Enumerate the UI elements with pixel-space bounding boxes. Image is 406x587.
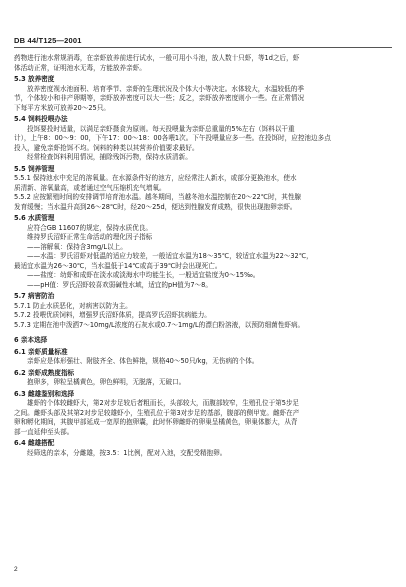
text-line: 5.7.3 定期在池中泼洒7～10mg/L浓度的石灰水或0.7～1mg/L的漂白粉溶液，以预防细菌性虾病。 — [14, 320, 305, 329]
section-heading: 6.4 雌雄搭配 — [14, 439, 55, 447]
text-line: 体活动正常，证明池水无毒，方能放养亲虾。 — [14, 63, 146, 72]
section-heading: 6 亲本选择 — [14, 336, 48, 344]
text-line: 投入，避免亲虾抢饵不均。饲料的种类以其营养价值要求最好。 — [14, 143, 199, 152]
text-line: 药物进行池水常规消毒，在亲虾放养前进行试水，一般可用小斗池，放人数十只虾，等1d之后，虾 — [14, 54, 300, 62]
text-line: ——溶解氧：保持含3mg/L以上。 — [27, 242, 127, 251]
text-line: ——pH值：罗氏沼虾较喜欢弱碱性水域，适宜的pH值为7～8。 — [27, 280, 212, 289]
section-heading: 5.3 放养密度 — [14, 75, 55, 83]
section-heading: 5.7 病害防治 — [14, 292, 55, 300]
text-line: 经筛选的亲本，分雌雄，按3.5：1比例，配对入池，交配受精抱卵。 — [27, 448, 227, 457]
document-body — [14, 54, 390, 458]
text-line: 下每平方米放可放养20～25只。 — [14, 103, 110, 112]
text-line: 放养密度视水池面积、培育季节、亲虾的生理状况及个体大小等决定。水体较大，水温较低的季 — [27, 84, 304, 93]
header-rule — [14, 47, 392, 48]
section-heading: 5.4 饲料投喂办法 — [14, 115, 68, 123]
section-heading: 5.6 水质管理 — [14, 214, 55, 222]
text-line: 抱卵多，卵粒呈橘黄色，卵色鲜明，无脱落，无破口。 — [27, 378, 186, 386]
section-heading: 5.5 饲养管理 — [14, 164, 55, 173]
text-line: 5.7.2 投喂优质饲料，增强罗氏沼虾体质，提高罗氏沼虾抗病能力。 — [14, 311, 211, 319]
text-line: 发育缓慢；当水温升高到26～28℃时，经20～25d，便达到性腺发育成熟，很快出现抱卵亲虾。 — [14, 202, 297, 211]
text-line: 部一直延伸至头部。 — [14, 427, 74, 436]
text-line: 最适宜水温为26～30℃，当水温低于14℃或高于39℃时会出现死亡。 — [14, 261, 222, 270]
text-line: 经常检查饵料利用情况，捕除残饵污物，保持水质清新。 — [27, 153, 192, 161]
text-line: 计），上午8：00～9：00，下午17：00～18：00各喂1次。下午投喂量应多一些。在投饵时，应控池边多点 — [14, 134, 331, 142]
section-heading: 6.3 雌雄鉴别和选择 — [14, 389, 75, 398]
text-line: 节，个体较小和非产卵期等，亲虾放养密度可以大一些；反之，亲虾放养密度则小一些。在正常情况 — [14, 94, 305, 102]
text-line: 5.5.1 保持池水中充足的溶氧量。在水源条件好的池方，应经常注人新水，或部分更换池水，使水 — [14, 174, 297, 182]
text-line: 5.5.2 应按繁殖时间的安排调节培育池水温。越冬期间，当越冬池水温控制在20～22℃时，其性腺 — [14, 193, 302, 201]
section-heading: 6.2 亲虾成熟度指标 — [14, 368, 75, 377]
text-line: 应符合GB 11607的规定，保持水质优良。 — [27, 223, 153, 232]
text-line: ——盐度：幼虾和成虾在淡水或淡海水中均能生长，一般适宜盐度为0～15‰。 — [27, 271, 260, 279]
text-line: 亲虾应是体形强壮、附肢齐全、体色鲜艳，规格40～50只/kg，无伤病的个体。 — [27, 357, 259, 365]
text-line: 5.7.1 防止水质恶化，对病害以防为主。 — [14, 301, 132, 310]
page-number: 2 — [14, 566, 18, 573]
standard-code-header: DB 44/T125—2001 — [14, 36, 82, 45]
text-line: 雄虾的个体较雌虾大，第2对步足较后者粗而长，头部较大，而腹部较窄，生殖孔位于第5步足 — [27, 399, 300, 407]
text-line: 投饵要投时适量，以满足亲虾摄食为原则。每天投喂量为亲虾总重量的5%左右（饵料以干重 — [27, 124, 295, 133]
text-line: 质清新、溶氧量高，或者通过空气压缩机充气增氧。 — [14, 183, 166, 192]
text-line: 维持罗氏沼虾正常生命活动的理化因子指标 — [27, 233, 153, 241]
section-heading: 6.1 亲虾质量标准 — [14, 347, 68, 356]
text-line: 卵和孵化期间，其腹甲部延成一宽厚的抱卵囊，此时怀卵雌虾的卵巢呈橘黄色，卵巢体膨大，从背 — [14, 418, 298, 426]
text-line: ——水温：罗氏沼虾对低温的适应力较差，一般适宜水温为18～35℃，较适宜水温为22～32℃， — [27, 252, 313, 260]
text-line: 之间。雌虾头部及其第2对步足较雄虾小，生殖孔位于第3对步足的基部，腹部的侧甲宽。雌虾在产 — [14, 408, 300, 417]
